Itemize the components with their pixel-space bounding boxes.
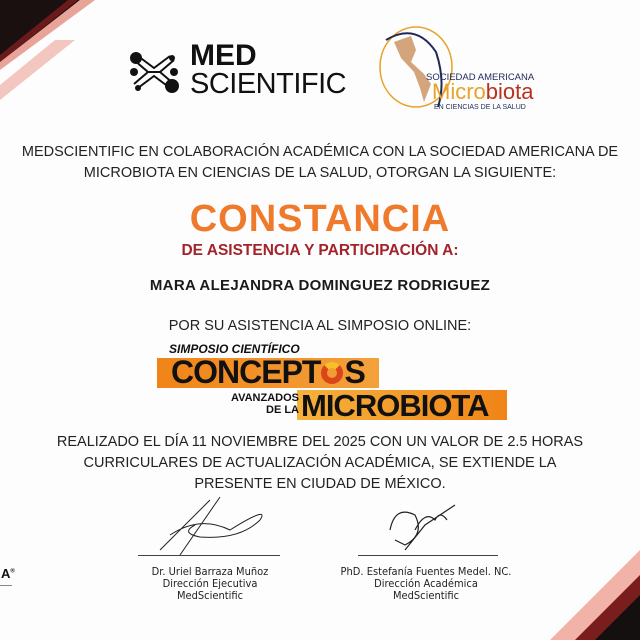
signer-role: Dirección Académica [374, 577, 478, 590]
intro-text [0, 142, 640, 184]
sociedad-line3: EN CIENCIAS DE LA SALUD [434, 104, 526, 111]
molecule-icon [128, 50, 180, 94]
details-line: PRESENTE EN CIUDAD DE MÉXICO. [194, 476, 446, 492]
corner-decoration-top-left [0, 0, 130, 110]
signer-org: MedScientific [392, 589, 460, 602]
medscientific-logo [128, 39, 347, 102]
sociedad-line2 [432, 80, 534, 104]
details-line: REALIZADO EL DÍA 11 NOVIEMBRE DEL 2025 CON UN VALOR DE 2.5 HORAS [56, 434, 584, 450]
signature-block-2 [336, 566, 516, 602]
sociedad-micro: Micro [432, 79, 486, 104]
event-kicker: SIMPOSIO CIENTÍFICO [169, 342, 300, 356]
edge-logo-underline [0, 585, 12, 586]
logo-scientific: SCIENTIFIC [190, 68, 347, 100]
signer-role: Dirección Ejecutiva [162, 577, 258, 590]
signer-name: Dr. Uriel Barraza Muñoz [151, 565, 269, 578]
event-title-2: MICROBIOTA [301, 388, 489, 423]
edge-logo-fragment: A® [1, 566, 15, 581]
certificate-subtitle: DE ASISTENCIA Y PARTICIPACIÓN A: [181, 242, 459, 259]
signature-1 [150, 495, 280, 560]
sociedad-line1: SOCIEDAD AMERICANA [426, 72, 535, 83]
event-concept: CONCEPT [171, 354, 321, 390]
signer-org: MedScientific [176, 589, 244, 602]
signature-2 [385, 500, 475, 560]
event-s: S [344, 354, 365, 390]
details-line: CURRICULARES DE ACTUALIZACIÓN ACADÉMICA, SE EXTIENDE LA [83, 455, 557, 471]
corner-decoration-bottom-right [530, 530, 640, 640]
edge-logo-text: A [1, 566, 11, 581]
sociedad-microbiota-logo [376, 22, 576, 112]
intro-line: MEDSCIENTIFIC EN COLABORACIÓN ACADÉMICA CON LA SOCIEDAD AMERICANA DE [21, 144, 619, 160]
o-ring-icon [321, 362, 343, 384]
sociedad-biota: biota [485, 79, 534, 104]
signature-block-1 [120, 566, 300, 602]
event-banner [157, 340, 517, 425]
event-small-1: AVANZADOS [230, 392, 299, 404]
logo-med: MED [190, 39, 257, 72]
event-small-2: DE LA [266, 404, 299, 416]
signature-line-2 [358, 555, 498, 556]
event-title-1 [171, 354, 365, 391]
recipient-name: MARA ALEJANDRA DOMINGUEZ RODRIGUEZ [149, 277, 491, 294]
details-text [0, 432, 640, 495]
attendance-text: POR SU ASISTENCIA AL SIMPOSIO ONLINE: [168, 318, 472, 334]
certificate-title: CONSTANCIA [189, 198, 451, 240]
signer-name: PhD. Estefanía Fuentes Medel. NC. [340, 565, 512, 578]
signature-line-1 [138, 555, 280, 556]
intro-line: MICROBIOTA EN CIENCIAS DE LA SALUD, OTORGAN LA SIGUIENTE: [83, 165, 557, 181]
